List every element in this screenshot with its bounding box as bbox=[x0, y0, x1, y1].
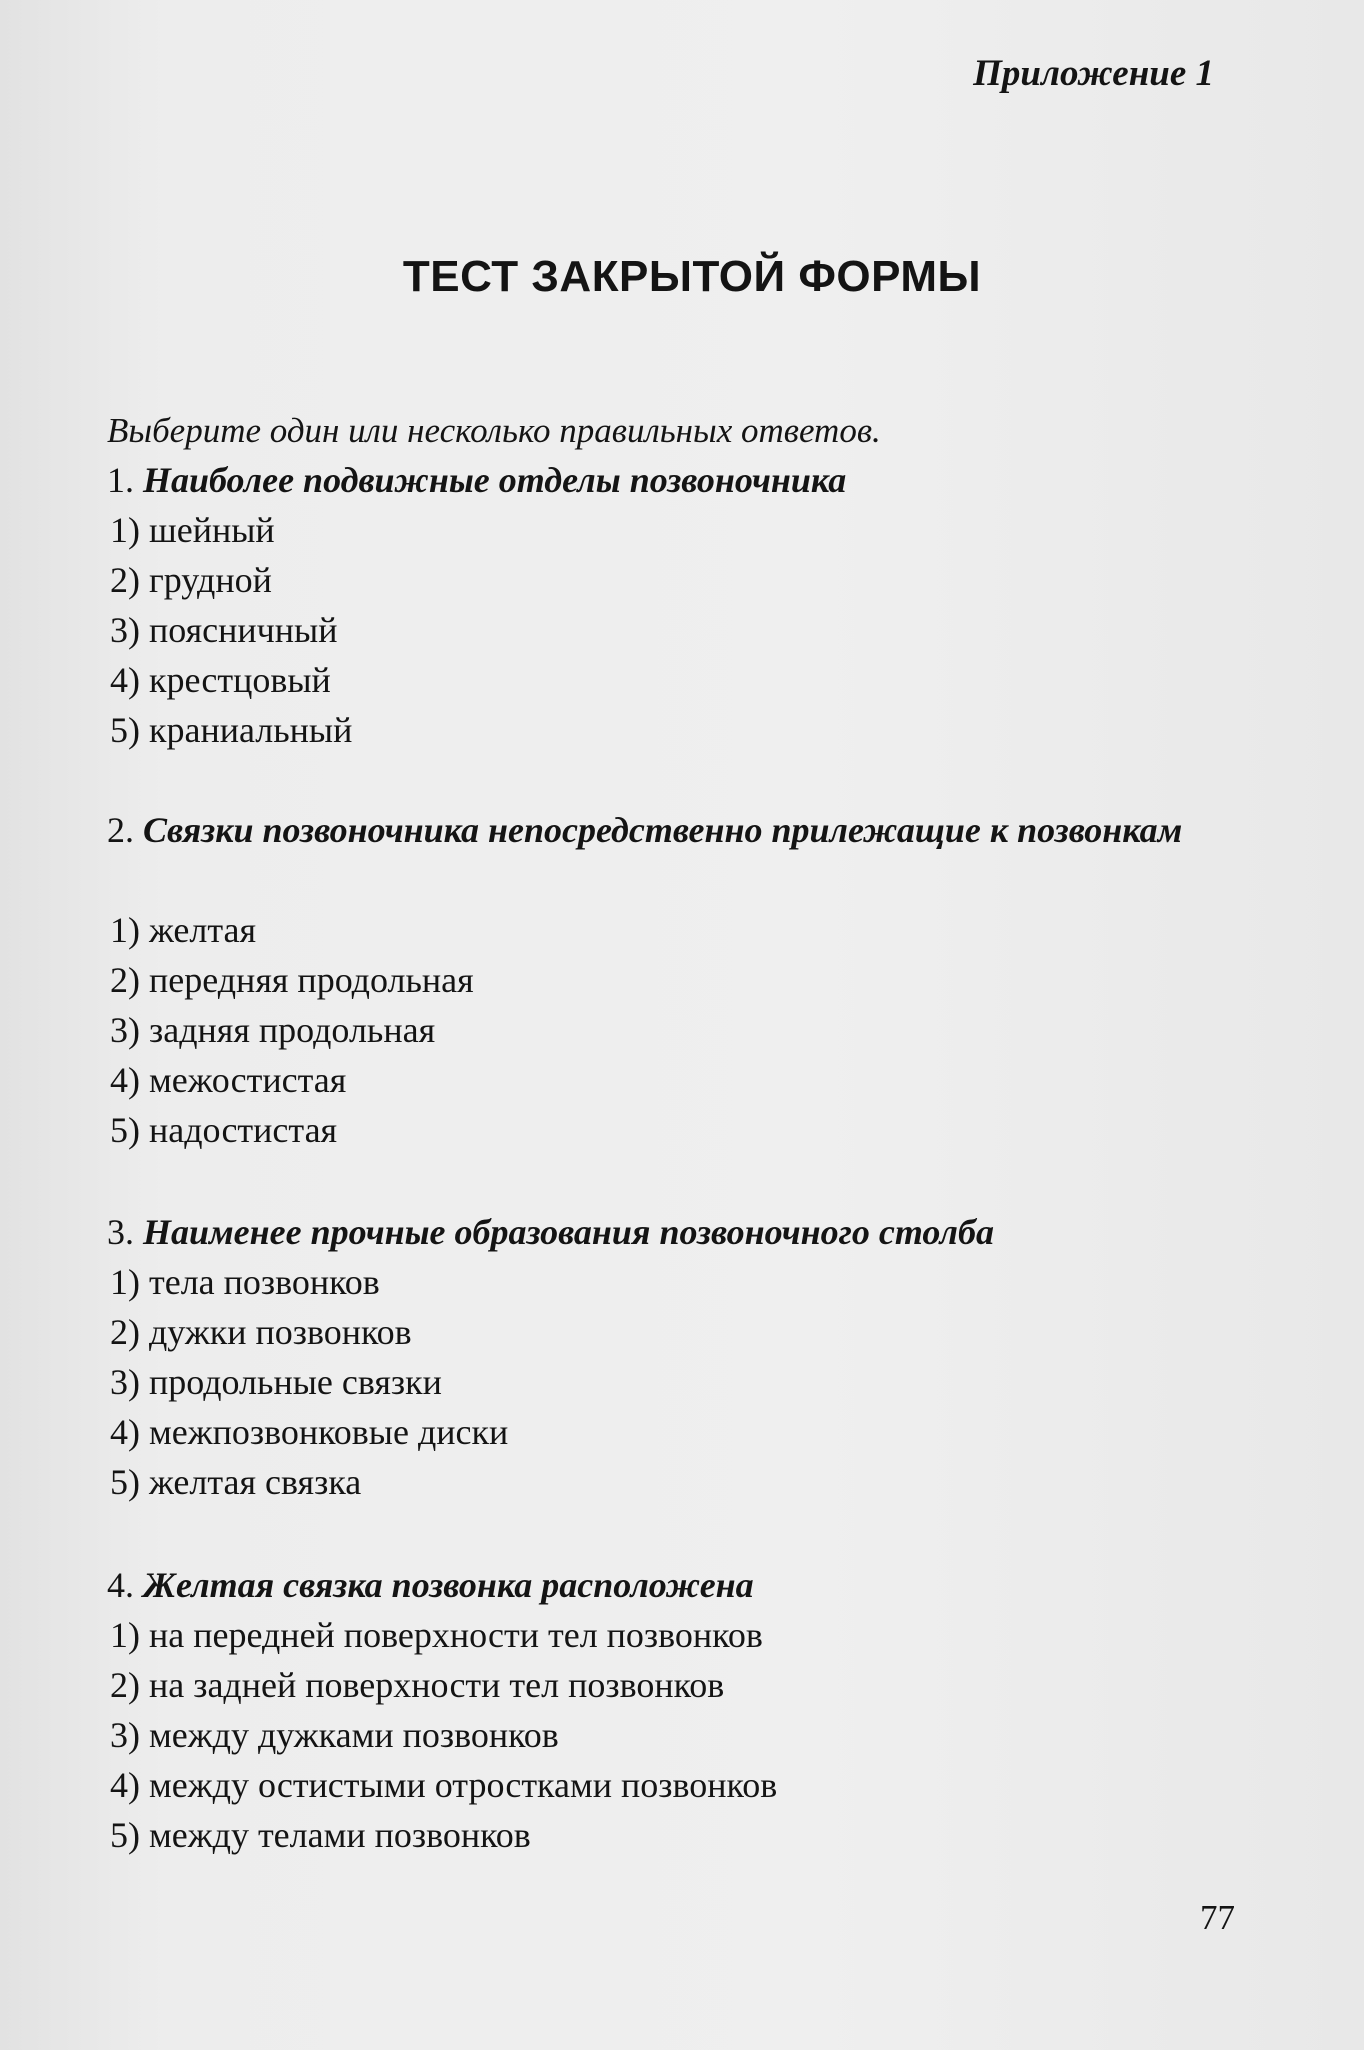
question-text: Наиболее подвижные отделы позвоночника bbox=[143, 460, 847, 500]
page-title: ТЕСТ ЗАКРЫТОЙ ФОРМЫ bbox=[402, 252, 982, 301]
answer-option: 5) между телами позвонков bbox=[110, 1815, 531, 1855]
question-text: Связки позвоночника непосредственно прилежащие к позвонкам bbox=[143, 810, 1183, 850]
answer-option: 3) между дужками позвонков bbox=[110, 1715, 559, 1755]
answer-option: 4) крестцовый bbox=[110, 660, 331, 700]
answer-option: 3) продольные связки bbox=[110, 1362, 442, 1402]
answer-options-4 bbox=[110, 1610, 777, 1860]
answer-option: 3) задняя продольная bbox=[110, 1010, 436, 1050]
question-3 bbox=[107, 1207, 994, 1257]
answer-option: 5) надостистая bbox=[110, 1110, 338, 1150]
answer-option: 4) межпозвонковые диски bbox=[110, 1412, 509, 1452]
answer-option: 4) между остистыми отростками позвонков bbox=[110, 1765, 778, 1805]
question-2 bbox=[107, 805, 1247, 855]
question-1 bbox=[107, 455, 846, 505]
question-number: 3. bbox=[107, 1212, 134, 1252]
appendix-label: Приложение 1 bbox=[973, 53, 1214, 94]
question-text: Желтая связка позвонка расположена bbox=[143, 1565, 754, 1605]
answer-option: 5) желтая связка bbox=[110, 1462, 362, 1502]
page-number: 77 bbox=[1200, 1898, 1235, 1937]
answer-option: 4) межостистая bbox=[110, 1060, 347, 1100]
answer-option: 1) тела позвонков bbox=[110, 1262, 380, 1302]
answer-option: 2) передняя продольная bbox=[110, 960, 474, 1000]
answer-option: 1) желтая bbox=[110, 910, 257, 950]
answer-option: 1) шейный bbox=[110, 510, 275, 550]
question-number: 2. bbox=[107, 810, 134, 850]
answer-option: 3) поясничный bbox=[110, 610, 338, 650]
answer-option: 2) на задней поверхности тел позвонков bbox=[110, 1665, 725, 1705]
answer-option: 2) дужки позвонков bbox=[110, 1312, 412, 1352]
answer-options-1 bbox=[110, 505, 352, 755]
answer-option: 1) на передней поверхности тел позвонков bbox=[110, 1615, 763, 1655]
question-number: 1. bbox=[107, 460, 134, 500]
question-number: 4. bbox=[107, 1565, 134, 1605]
answer-option: 5) краниальный bbox=[110, 710, 353, 750]
answer-options-3 bbox=[110, 1257, 508, 1507]
answer-options-2 bbox=[110, 905, 474, 1155]
instruction-text: Выберите один или несколько правильных ответов. bbox=[107, 411, 881, 450]
question-text: Наименее прочные образования позвоночного столба bbox=[143, 1212, 994, 1252]
question-4 bbox=[107, 1560, 754, 1610]
answer-option: 2) грудной bbox=[110, 560, 272, 600]
